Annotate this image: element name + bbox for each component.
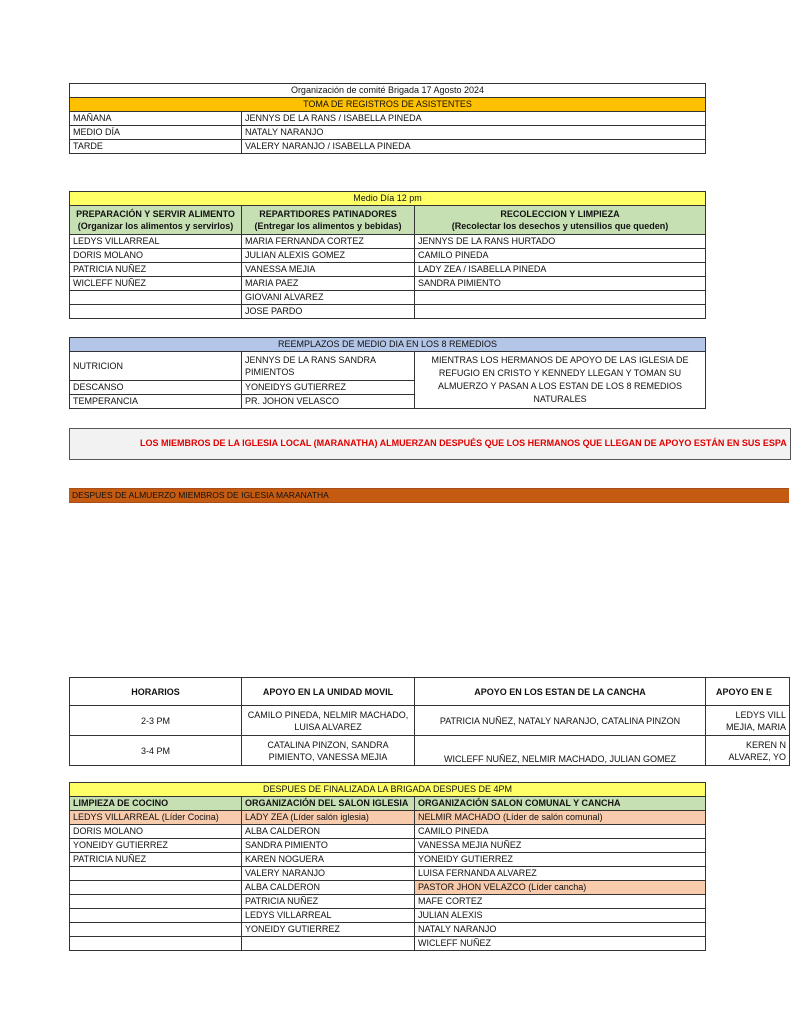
header-preparacion: [70, 206, 242, 235]
schedule-table: [69, 677, 790, 766]
cell: NUTRICION: [70, 352, 242, 381]
cell: KAREN NOGUERA: [242, 853, 415, 867]
after-brigade-title: DESPUES DE FINALIZADA LA BRIGADA DESPUES DE 4PM: [70, 783, 706, 797]
table-row: [70, 706, 790, 736]
cell: LEDYS VILL MEJIA, MARIA: [706, 706, 790, 736]
cell: CAMILO PINEDA, NELMIR MACHADO, LUISA ALVAREZ: [242, 706, 415, 736]
cell: LEDYS VILLARREAL (Líder Cocina): [70, 811, 242, 825]
header-recoleccion: [415, 206, 706, 235]
registration-table: [69, 83, 706, 154]
header-unidad-movil: APOYO EN LA UNIDAD MOVIL: [242, 678, 415, 706]
cell: YONEIDY GUTIERREZ: [415, 853, 706, 867]
cell: [242, 937, 415, 951]
table-row: [70, 277, 706, 291]
cell: LEDYS VILLARREAL: [242, 909, 415, 923]
header-repartidores: [242, 206, 415, 235]
cell: LADY ZEA / ISABELLA PINEDA: [415, 263, 706, 277]
cell: PATRICIA NUÑEZ, NATALY NARANJO, CATALINA PINZON: [415, 706, 706, 736]
header-line: REPARTIDORES PATINADORES: [259, 209, 397, 219]
cell: [415, 305, 706, 319]
cell: ALBA CALDERON: [242, 881, 415, 895]
cell: JULIAN ALEXIS: [415, 909, 706, 923]
cell: ALBA CALDERON: [242, 825, 415, 839]
cell: PATRICIA NUÑEZ: [242, 895, 415, 909]
table-row: [70, 825, 706, 839]
table-row: [70, 867, 706, 881]
cell: WICLEFF NUÑEZ: [415, 937, 706, 951]
cell: [70, 291, 242, 305]
table-row: [70, 839, 706, 853]
cell: [70, 923, 242, 937]
cell: LADY ZEA (Líder salón iglesia): [242, 811, 415, 825]
header-salon-iglesia: ORGANIZACIÓN DEL SALON IGLESIA: [242, 797, 415, 811]
cell: DORIS MOLANO: [70, 249, 242, 263]
cell: WICLEFF NUÑEZ, NELMIR MACHADO, JULIAN GOMEZ: [415, 736, 706, 766]
table-row: [70, 881, 706, 895]
cell: JENNYS DE LA RANS HURTADO: [415, 235, 706, 249]
midday-table-title: Medio Día 12 pm: [70, 192, 706, 206]
cell: NATALY NARANJO: [415, 923, 706, 937]
cell: TARDE: [70, 140, 242, 154]
header-horarios: HORARIOS: [70, 678, 242, 706]
header-apoyo-e: APOYO EN E: [706, 678, 790, 706]
table-row: [70, 853, 706, 867]
registration-table-block: [69, 83, 706, 154]
cell: MAFE CORTEZ: [415, 895, 706, 909]
cell: JOSE PARDO: [242, 305, 415, 319]
cell: MEDIO DÍA: [70, 126, 242, 140]
header-line: PREPARACIÓN Y SERVIR ALIMENTO: [76, 209, 235, 219]
header-line: (Recolectar los desechos y utensilios que queden): [451, 221, 669, 231]
replacements-table-block: [69, 337, 706, 409]
notice-text: LOS MIEMBROS DE LA IGLESIA LOCAL (MARANATHA) ALMUERZAN DESPUÉS QUE LOS HERMANOS QUE LLEGAN DE APOYO ESTÁN EN SUS ESPA: [140, 438, 787, 448]
header-line: (Entregar los alimentos y bebidas): [254, 221, 402, 231]
cell: LUISA FERNANDA ALVAREZ: [415, 867, 706, 881]
replacements-table: [69, 337, 706, 409]
replacements-table-title: REEMPLAZOS DE MEDIO DIA EN LOS 8 REMEDIOS: [70, 338, 706, 352]
cell: PATRICIA NUÑEZ: [70, 853, 242, 867]
cell: MAÑANA: [70, 112, 242, 126]
table-row: [70, 811, 706, 825]
table-row: [70, 937, 706, 951]
cell: JENNYS DE LA RANS SANDRA PIMIENTOS: [242, 352, 415, 381]
table-row: [70, 291, 706, 305]
cell: MARIA PAEZ: [242, 277, 415, 291]
after-brigade-table: [69, 782, 706, 951]
cell: [70, 881, 242, 895]
table-row: [70, 249, 706, 263]
schedule-table-block: [69, 677, 790, 766]
table-row: [70, 140, 706, 154]
after-lunch-label: DESPUES DE ALMUERZO MIEMBROS DE IGLESIA MARANATHA: [72, 490, 329, 500]
cell: CATALINA PINZON, SANDRA PIMIENTO, VANESSA MEJIA: [242, 736, 415, 766]
cell: JENNYS DE LA RANS / ISABELLA PINEDA: [242, 112, 706, 126]
cell: PASTOR JHON VELAZCO (Líder cancha): [415, 881, 706, 895]
header-line: (Organizar los alimentos y servirlos): [77, 221, 234, 231]
cell: YONEIDYS GUTIERREZ: [242, 381, 415, 395]
cell: VALERY NARANJO: [242, 867, 415, 881]
after-brigade-table-block: [69, 782, 706, 951]
cell: [70, 909, 242, 923]
cell: VANESSA MEJIA NUÑEZ: [415, 839, 706, 853]
table-row: [70, 923, 706, 937]
cell: CAMILO PINEDA: [415, 825, 706, 839]
cell: NATALY NARANJO: [242, 126, 706, 140]
midday-table: [69, 191, 706, 319]
registration-table-title: Organización de comité Brigada 17 Agosto 2024: [70, 84, 706, 98]
cell: JULIAN ALEXIS GOMEZ: [242, 249, 415, 263]
cell: PATRICIA NUÑEZ: [70, 263, 242, 277]
replacements-note: MIENTRAS LOS HERMANOS DE APOYO DE LAS IGLESIA DE REFUGIO EN CRISTO Y KENNEDY LLEGAN Y TOMAN SU ALMUERZO Y PASAN A LOS ESTAN DE LOS 8 REMEDIOS NATURALES: [415, 352, 706, 409]
cell: [70, 305, 242, 319]
table-row: [70, 895, 706, 909]
cell: KEREN N ALVAREZ, YO: [706, 736, 790, 766]
cell: YONEIDY GUTIERREZ: [242, 923, 415, 937]
header-salon-comunal: ORGANIZACIÓN SALON COMUNAL Y CANCHA: [415, 797, 706, 811]
cell: YONEIDY GUTIERREZ: [70, 839, 242, 853]
cell: LEDYS VILLARREAL: [70, 235, 242, 249]
cell: SANDRA PIMIENTO: [415, 277, 706, 291]
table-row: [70, 112, 706, 126]
cell: DORIS MOLANO: [70, 825, 242, 839]
table-row: [70, 305, 706, 319]
cell: PR. JOHON VELASCO: [242, 395, 415, 409]
cell: SANDRA PIMIENTO: [242, 839, 415, 853]
midday-table-block: [69, 191, 706, 319]
table-row: [70, 736, 790, 766]
cell: GIOVANI ALVAREZ: [242, 291, 415, 305]
table-row: [70, 909, 706, 923]
cell: WICLEFF NUÑEZ: [70, 277, 242, 291]
cell: NELMIR MACHADO (Líder de salón comunal): [415, 811, 706, 825]
cell: CAMILO PINEDA: [415, 249, 706, 263]
cell: MARIA FERNANDA CORTEZ: [242, 235, 415, 249]
registration-table-subtitle: TOMA DE REGISTROS DE ASISTENTES: [70, 98, 706, 112]
cell: [70, 895, 242, 909]
cell: VALERY NARANJO / ISABELLA PINEDA: [242, 140, 706, 154]
header-estan-cancha: APOYO EN LOS ESTAN DE LA CANCHA: [415, 678, 706, 706]
header-line: RECOLECCION Y LIMPIEZA: [500, 209, 620, 219]
local-church-notice: [69, 428, 791, 460]
cell: 2-3 PM: [70, 706, 242, 736]
cell: TEMPERANCIA: [70, 395, 242, 409]
cell: 3-4 PM: [70, 736, 242, 766]
cell: [70, 937, 242, 951]
after-lunch-bar: [69, 488, 789, 503]
cell: DESCANSO: [70, 381, 242, 395]
table-row: [70, 263, 706, 277]
cell: VANESSA MEJIA: [242, 263, 415, 277]
table-row: [70, 126, 706, 140]
header-limpieza-cocina: LIMPIEZA DE COCINO: [70, 797, 242, 811]
table-row: [70, 352, 706, 381]
cell: [70, 867, 242, 881]
table-row: [70, 235, 706, 249]
cell: [415, 291, 706, 305]
